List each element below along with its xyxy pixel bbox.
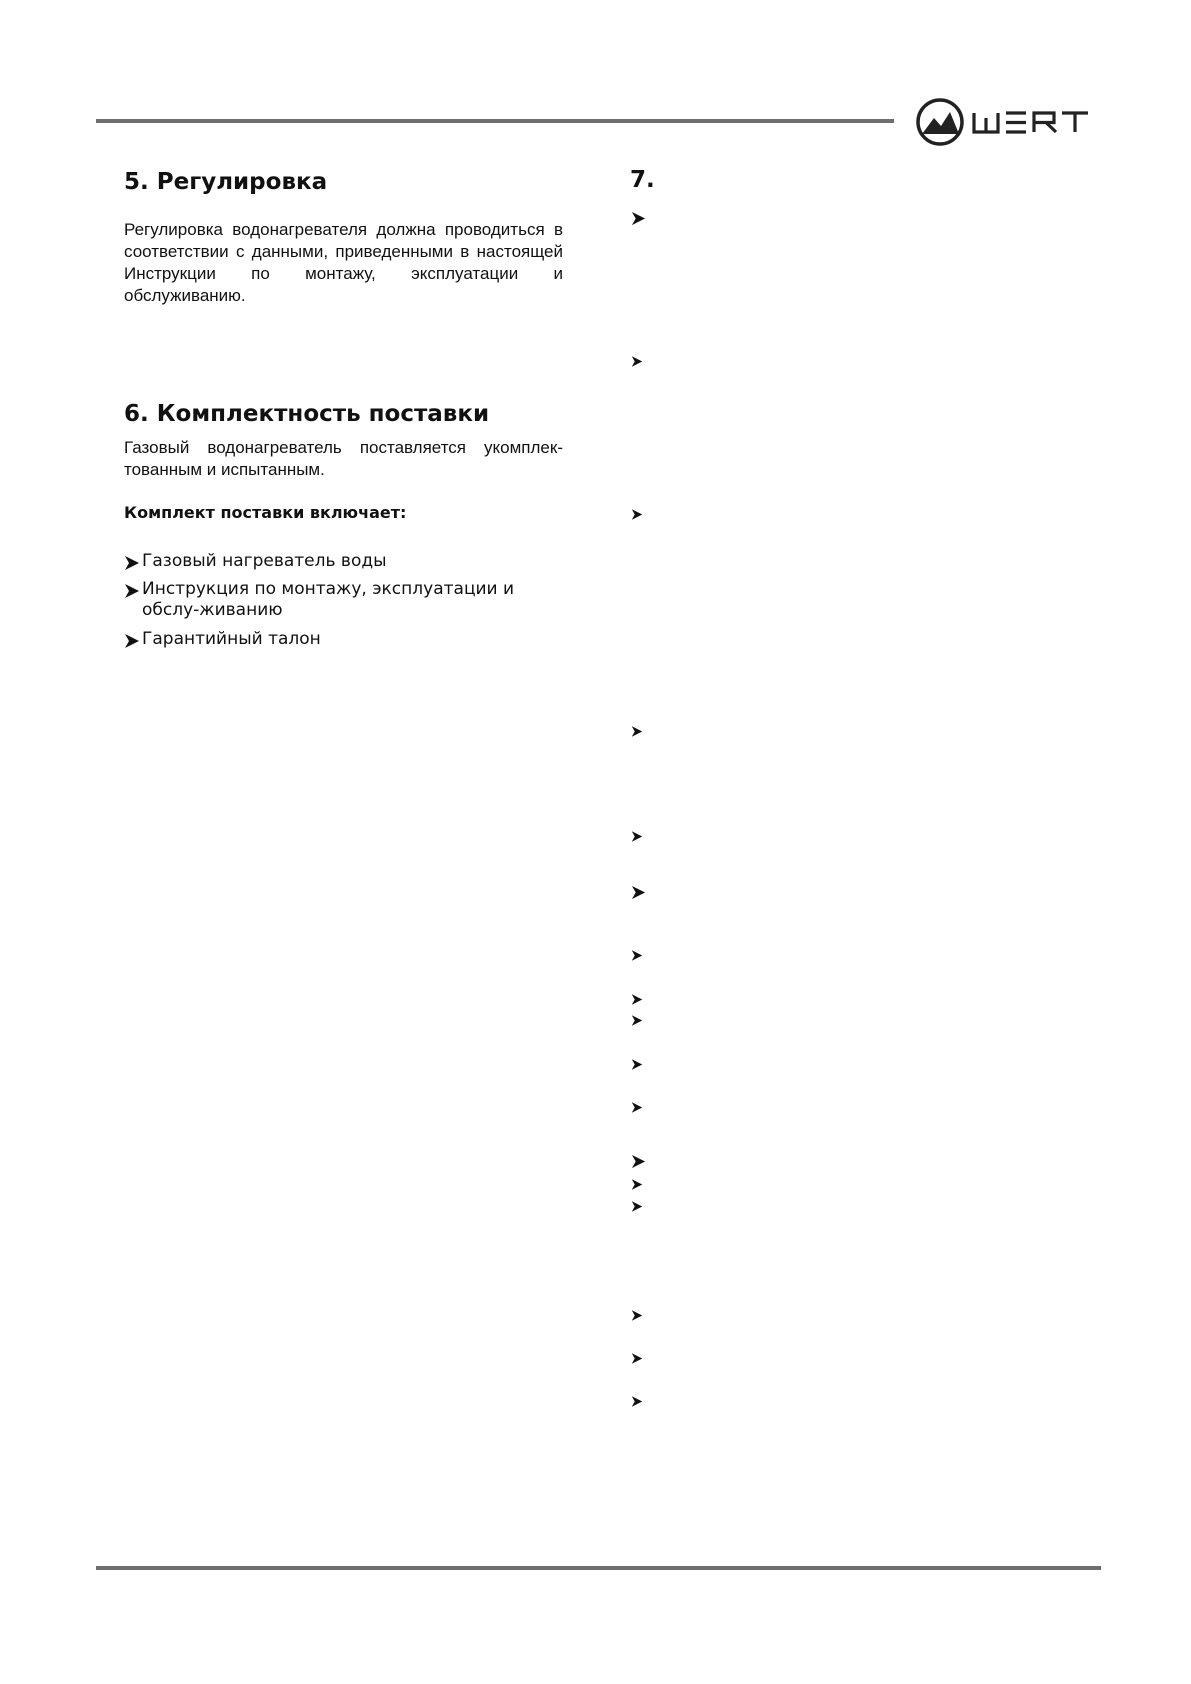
wert-logo-mark [916, 96, 1106, 148]
bullet-arrow-icon [631, 1353, 643, 1364]
bullet-arrow-icon [124, 551, 142, 576]
bullet-arrow-icon [631, 1015, 643, 1026]
bullet-arrow-icon [631, 885, 646, 900]
section-7-title: 7. [630, 167, 655, 193]
bullet-arrow-icon [631, 1179, 643, 1190]
bullet-arrow-icon [631, 726, 643, 737]
section-6-paragraph: Газовый водонагреватель поставляется укомплек-тованным и испытанным. [124, 438, 563, 479]
bullet-arrow-icon [631, 211, 646, 226]
delivery-set-subtitle: Комплект поставки включает: [124, 503, 407, 522]
bullet-arrow-icon [631, 1310, 643, 1321]
section-5-paragraph: Регулировка водонагревателя должна проводиться в соответствии с данными, приведенными в настоящей Инструкции по монтажу, эксплуатации и обслуживанию. [124, 220, 563, 305]
header-rule [96, 119, 894, 123]
list-item-text: Газовый нагреватель воды [142, 551, 387, 571]
section-5-title: 5. Регулировка [124, 169, 328, 195]
list-item-text: Инструкция по монтажу, эксплуатации и обслу-живанию [142, 579, 515, 620]
bullet-arrow-icon [124, 579, 142, 604]
bullet-arrow-icon [124, 629, 142, 654]
wert-logo [916, 96, 1106, 148]
bullet-arrow-icon [631, 1201, 643, 1212]
bullet-arrow-icon [631, 1102, 643, 1113]
bullet-arrow-icon [631, 1396, 643, 1407]
list-item-text: Гарантийный талон [142, 629, 321, 649]
bullet-arrow-icon [631, 950, 643, 961]
bullet-arrow-icon [631, 831, 643, 842]
list-item [124, 579, 567, 621]
footer-rule [96, 1566, 1101, 1570]
bullet-arrow-icon [631, 994, 643, 1005]
list-item [124, 551, 567, 576]
list-item [124, 629, 567, 654]
bullet-arrow-icon [631, 509, 643, 520]
bullet-arrow-icon [631, 1059, 643, 1070]
bullet-arrow-icon [631, 1154, 646, 1169]
bullet-arrow-icon [631, 356, 643, 367]
section-6-title: 6. Комплектность поставки [124, 401, 490, 427]
